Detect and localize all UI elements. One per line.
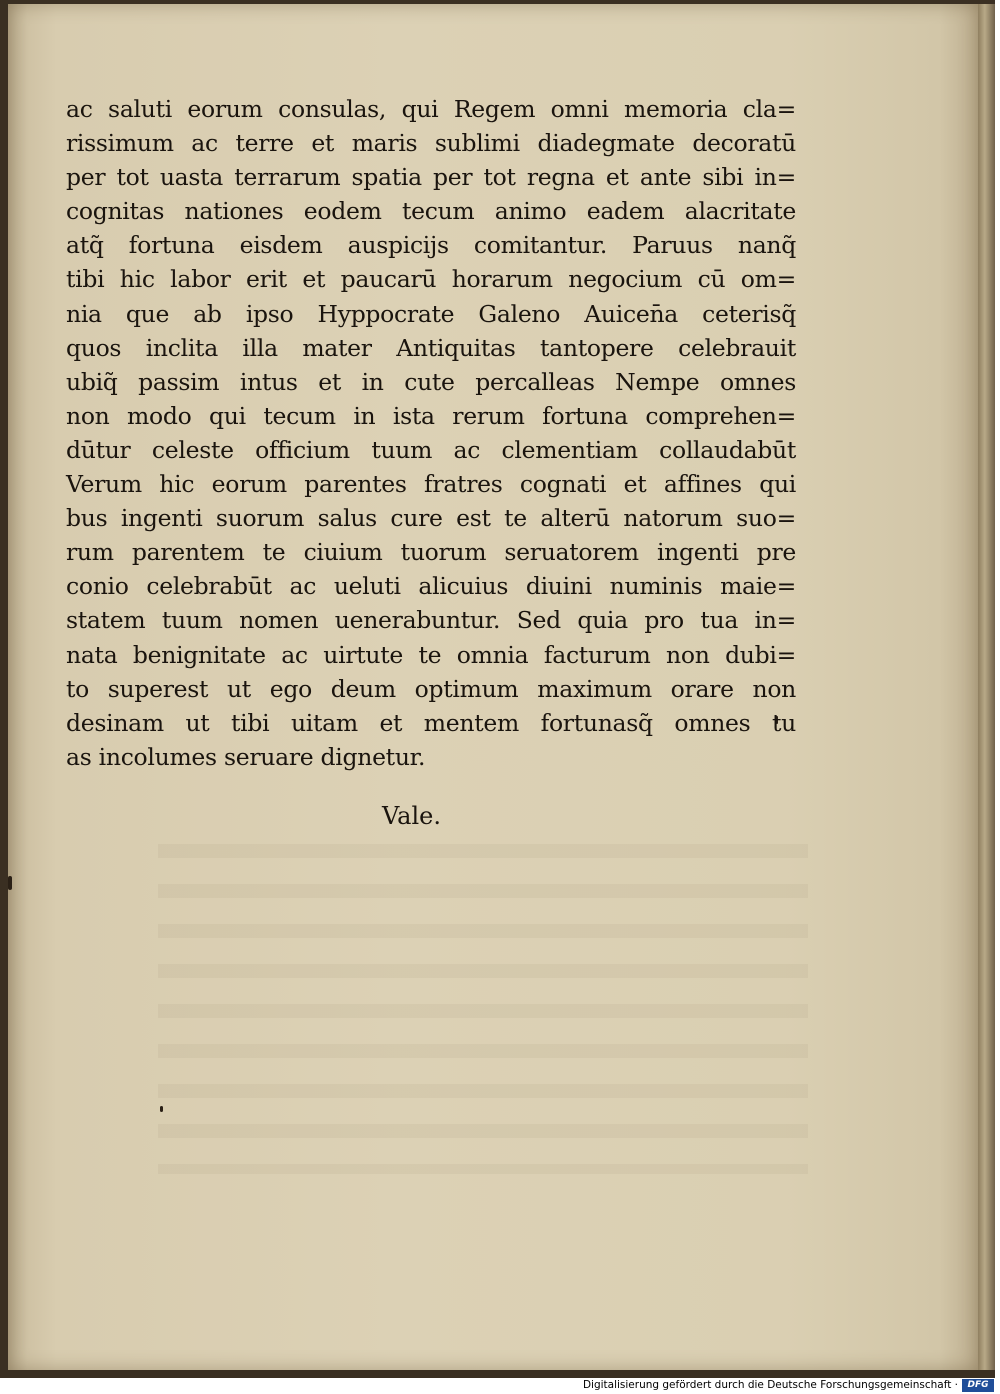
bleed-through-text	[158, 844, 808, 1174]
text-line: nia que ab ipso Hyppocrate Galeno Auicen̄a ceterisq̃	[66, 299, 796, 328]
text-line: conio celebrabūt ac ueluti alicuius diuini numinis maie=	[66, 572, 796, 601]
latin-text-block	[66, 92, 796, 774]
funding-credit: Digitalisierung gefördert durch die Deutsche Forschungsgemeinschaft ·	[582, 1379, 958, 1391]
margin-mark	[160, 1106, 163, 1112]
text-line: non modo qui tecum in ista rerum fortuna comprehen=	[66, 401, 796, 430]
text-line: Verum hic eorum parentes fratres cognati et affines qui	[66, 470, 796, 499]
text-line: tibi hic labor erit et paucarū horarum negocium cū om=	[66, 265, 796, 294]
closing-vale: Vale.	[382, 802, 441, 830]
margin-mark	[8, 876, 12, 890]
text-line: ubiq̃ passim intus et in cute percalleas Nempe omnes	[66, 367, 796, 396]
text-line: statem tuum nomen uenerabuntur. Sed quia pro tua in=	[66, 606, 796, 635]
text-line: per tot uasta terrarum spatia per tot regna et ante sibi in=	[66, 163, 796, 192]
text-line: quos inclita illa mater Antiquitas tantopere celebrauit	[66, 333, 796, 362]
text-line: desinam ut tibi uitam et mentem fortunasq̃ omnes tu	[66, 708, 796, 737]
text-line: rissimum ac terre et maris sublimi diadegmate decoratū	[66, 129, 796, 158]
text-line: as incolumes seruare dignetur.	[66, 742, 426, 771]
text-line: rum parentem te ciuium tuorum seruatorem ingenti pre	[66, 538, 796, 567]
dfg-logo-icon: DFG	[962, 1379, 994, 1392]
text-line: cognitas nationes eodem tecum animo eadem alacritate	[66, 197, 796, 226]
text-line: to superest ut ego deum optimum maximum orare non	[66, 674, 796, 703]
page-edge-right	[978, 4, 995, 1370]
text-line: ac saluti eorum consulas, qui Regem omni memoria cla=	[66, 95, 796, 123]
text-line: atq̃ fortuna eisdem auspicijs comitantur. Paruus nanq̃	[66, 231, 796, 260]
text-line: dūtur celeste officium tuum ac clementiam collaudabūt	[66, 435, 796, 464]
text-line: nata benignitate ac uirtute te omnia facturum non dubi=	[66, 640, 796, 669]
text-line: bus ingenti suorum salus cure est te alterū natorum suo=	[66, 504, 796, 533]
